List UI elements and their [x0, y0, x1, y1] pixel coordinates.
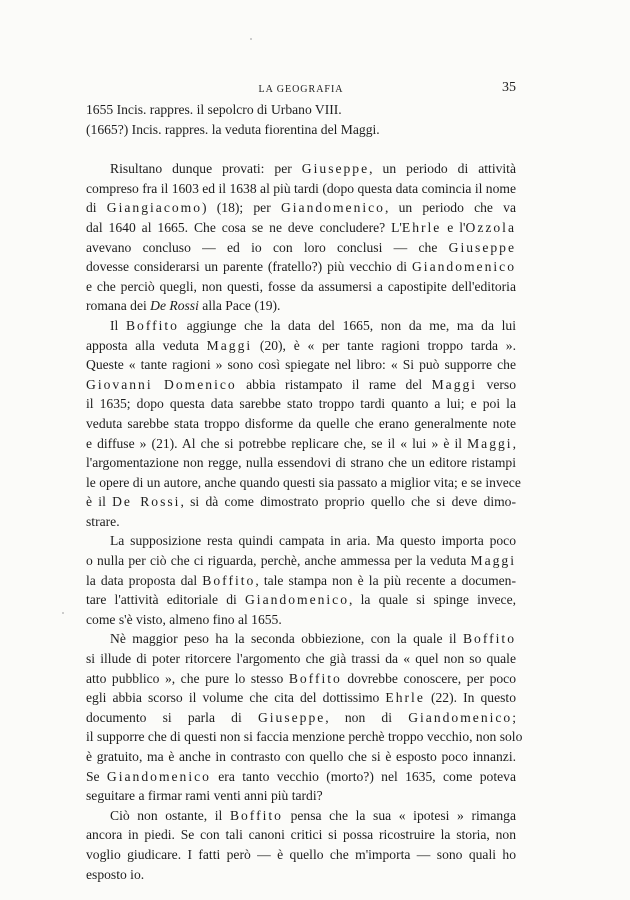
spaced-name: Boffito: [125, 317, 179, 333]
text-line: [86, 375, 516, 395]
text-run: Il: [110, 317, 126, 333]
paragraph: [86, 316, 521, 532]
spaced-name: Maggi: [431, 376, 478, 392]
text-line: [86, 336, 516, 356]
text-run: verso: [477, 376, 516, 392]
text-line: [86, 629, 516, 649]
text-line: [86, 218, 516, 238]
text-run: , tale stampa non è la più recente a documen-: [255, 572, 517, 588]
text-line: [86, 257, 516, 277]
catalog-entry: 1655 Incis. rappres. il sepolcro di Urbano VIII.: [86, 102, 342, 117]
text-run: ) (18); per: [202, 200, 281, 216]
text-line: [86, 512, 516, 532]
spaced-name: Boffito: [229, 807, 283, 823]
spaced-name: Giandomenico: [411, 259, 516, 275]
text-line: [86, 551, 516, 571]
text-run: le opere di un autore, anche quando questi sia passato a miglior vita; e se invece: [86, 474, 521, 490]
text-run: ancora in piedi. Se con tali canoni critici si possa ricostruire la storia, non: [86, 827, 516, 843]
spaced-name: Giandomenico: [244, 592, 350, 608]
text-line: [86, 727, 523, 747]
text-line: [86, 473, 521, 493]
text-line: [86, 845, 516, 865]
text-line: [86, 865, 516, 885]
text-line: [86, 688, 516, 708]
text-line: [86, 492, 516, 512]
text-line: [86, 414, 516, 434]
text-run: Se: [86, 768, 107, 784]
text-line: [86, 238, 516, 258]
text-run: strare.: [86, 513, 120, 529]
text-run: come s'è visto, almeno fino al 1655.: [86, 611, 282, 627]
text-run: , non di: [325, 709, 409, 725]
running-title: LA GEOGRAFIA: [258, 84, 344, 95]
spaced-name: Boffito: [288, 670, 342, 686]
text-run: dal 1640 al 1665. Che cosa se ne deve concludere? L': [86, 219, 402, 235]
spaced-name: Ehrle: [401, 219, 442, 235]
paragraph: [86, 629, 523, 805]
text-run: Queste « tante ragioni » sono così spiegate nel libro: « Si può supporre che: [86, 357, 516, 373]
text-line: [86, 394, 516, 414]
text-run: di: [86, 200, 107, 216]
spaced-name: Ozzola: [465, 219, 516, 235]
text-line: [86, 531, 516, 551]
text-run: dovesse considerarsi un parente (fratello?) più vecchio di: [86, 259, 412, 275]
text-run: egli abbia scorso il volume che cita del dottissimo: [86, 690, 386, 706]
spaced-name: Giuseppe: [448, 239, 516, 255]
text-line: [86, 316, 516, 336]
spaced-name: Giandomenico: [408, 709, 513, 725]
text-run: si illude di poter ritorcere l'argomento che già trassi da « quel non so quale: [86, 651, 516, 667]
paragraphs: [86, 159, 523, 884]
paragraph: [86, 806, 516, 884]
paper-speck: [250, 38, 252, 40]
text-run: è gratuito, ma è anche in contrasto con quello che si è esposto poco innanzi.: [86, 749, 516, 764]
text-line: [86, 825, 516, 845]
text-run: e diffuse » (21). Al che si potrebbe replicare che, se il « lui » è il: [86, 435, 468, 451]
text-run: aggiunge che la data del 1665, non da me, ma da lui: [178, 317, 517, 333]
italic-text: De Rossi: [150, 298, 199, 314]
text-run: Risultano dunque provati: per: [110, 161, 302, 177]
body-text: [86, 100, 523, 884]
text-run: documento si parla di: [86, 709, 258, 725]
spaced-name: Ehrle: [385, 690, 425, 706]
spaced-name: Giuseppe: [301, 161, 370, 177]
text-run: Nè maggior peso ha la seconda obbiezione, con la quale il: [110, 631, 463, 647]
text-line: [86, 590, 516, 610]
text-run: Ciò non ostante, il: [110, 807, 230, 823]
text-run: avevano concluso — ed io con loro conclusi — che: [86, 239, 449, 255]
text-line: [86, 277, 516, 297]
text-run: seguitare a firmar rami venti anni più tardi?: [86, 788, 323, 804]
spaced-name: Maggi: [470, 553, 516, 569]
text-run: il 1635; dopo questa data sarebbe stato troppo tardi quanto a lui; e poi la: [86, 396, 516, 412]
text-run: il supporre che di questi non si faccia menzione perchè troppo vecchio, non solo: [86, 729, 523, 745]
spaced-name: Giovanni Domenico: [86, 376, 237, 392]
text-line: [86, 159, 516, 179]
page-number: 35: [502, 80, 516, 95]
text-line: [86, 571, 516, 591]
text-run: , un periodo che va: [384, 200, 516, 216]
text-line: [86, 806, 516, 826]
spaced-name: Maggi: [467, 435, 513, 451]
spaced-name: Giandomenico: [280, 200, 385, 216]
text-run: (22). In questo: [424, 690, 516, 706]
text-run: ;: [512, 709, 516, 725]
text-line: [86, 786, 516, 806]
text-run: (20), è « per tante ragioni troppo tarda ».: [252, 337, 516, 353]
text-run: l'argomentazione non regge, nulla essendovi di strano che un editore ristampi: [86, 455, 516, 471]
spaced-name: Boffito: [462, 631, 516, 647]
text-run: voglio giudicare. I fatti però — è quello che m'importa — sono quali ho: [86, 846, 516, 862]
text-line: [86, 434, 516, 454]
text-line: [86, 610, 516, 630]
text-line: [86, 669, 516, 689]
spaced-name: Giangiacomo: [106, 200, 203, 216]
text-run: era tanto vecchio (morto?) nel 1635, come poteva: [210, 768, 516, 784]
text-run: e l': [441, 219, 466, 235]
text-run: , un periodo di attività: [369, 161, 516, 177]
text-run: e che perciò quegli, non questi, fosse da assumersi a capostipite dell'editoria: [86, 278, 516, 294]
text-run: dovrebbe conoscere, per poco: [341, 670, 516, 686]
paragraph: [86, 159, 516, 316]
text-line: [86, 649, 516, 669]
paper-speck: [62, 612, 64, 614]
text-line: [86, 767, 516, 787]
text-run: è il: [86, 494, 113, 510]
text-line: [86, 198, 516, 218]
spaced-name: Giuseppe: [257, 709, 326, 725]
spacer: [86, 139, 516, 159]
spaced-name: De Rossi: [112, 494, 181, 510]
text-run: alla Pace (19).: [198, 298, 281, 314]
spaced-name: Maggi: [206, 337, 253, 353]
text-run: compreso fra il 1603 ed il 1638 al più tardi (dopo questa data comincia il nome: [86, 180, 516, 196]
text-line: [86, 296, 516, 316]
page-header: [86, 80, 516, 100]
text-run: esposto io.: [86, 866, 145, 882]
text-run: veduta sarebbe stata troppo disforme da quelle che erano generalmente note: [86, 415, 516, 431]
text-run: , la quale si spinge invece,: [349, 592, 516, 608]
text-run: la data proposta dal: [86, 572, 203, 588]
catalog-entry: (1665?) Incis. rappres. la veduta fiorentina del Maggi.: [86, 121, 380, 137]
text-line: [86, 747, 516, 767]
spaced-name: Giandomenico: [106, 768, 211, 784]
text-run: tare l'attività editoriale di: [86, 592, 245, 608]
text-line: [86, 453, 516, 473]
text-line: [86, 708, 516, 728]
text-line: [86, 179, 516, 199]
text-run: , si dà come dimostrato proprio quello che si deve dimo-: [180, 494, 516, 510]
text-run: ,: [512, 435, 516, 451]
text-run: atto pubblico », che pure lo stesso: [86, 670, 289, 686]
spaced-name: Boffito: [202, 572, 256, 588]
text-run: apposta alla veduta: [86, 337, 207, 353]
paragraph: [86, 531, 516, 629]
text-run: pensa che la sua « ipotesi » rimanga: [282, 807, 516, 823]
text-run: abbia ristampato il rame del: [236, 376, 432, 392]
text-run: o nulla per ciò che ci riguarda, perchè, anche ammessa per la veduta: [86, 553, 471, 569]
text-run: romana dei: [86, 298, 151, 314]
text-run: La supposizione resta quindi campata in aria. Ma questo importa poco: [110, 533, 516, 549]
text-line: [86, 355, 516, 375]
